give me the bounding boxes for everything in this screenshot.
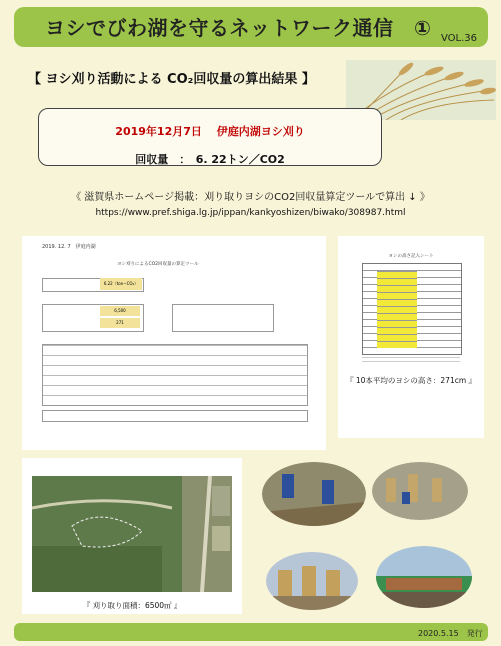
satellite-map — [32, 476, 232, 592]
section-heading: 【 ヨシ刈り活動による CO₂回収量の算出結果 】 — [28, 72, 315, 87]
reference-text: 《 滋賀県ホームページ掲載：刈り取りヨシのCO2回収量算定ツールで算出 ↓ 》 — [71, 192, 430, 203]
height-caption: 『 10本平均のヨシの高さ：271cm 』 — [345, 376, 477, 385]
co2-amount: 回収量 ： 6. 22トン／CO2 — [135, 153, 285, 166]
photo-group — [376, 546, 472, 608]
volume-number: VOL.36 — [441, 33, 478, 44]
event-date: 2019年12月7日 伊庭内湖ヨシ刈り — [115, 125, 305, 138]
photo-reed-stack — [266, 552, 358, 610]
tool-sheet-title: ヨシ刈りによるCO2回収量の算定ツール — [117, 262, 199, 267]
issue-date: 2020.5.15 発行 — [418, 629, 483, 638]
newsletter-title: ヨシでびわ湖を守るネットワーク通信 ① — [45, 16, 432, 40]
map-panel — [22, 458, 242, 614]
height-table — [362, 263, 462, 355]
height-value-cell: 271 — [100, 318, 140, 328]
height-sheet-title: ヨシの高さ記入シート — [388, 254, 434, 259]
area-value-cell: 6,500 — [100, 306, 140, 316]
co2-tool-sheet — [22, 236, 326, 450]
reference-url[interactable]: https://www.pref.shiga.lg.jp/ippan/kankyoshizen/biwako/308987.html — [95, 208, 406, 218]
photo-reed-cutting-1 — [262, 462, 366, 526]
tool-sheet-table — [42, 344, 308, 406]
result-box — [38, 108, 382, 166]
height-record-sheet — [338, 236, 484, 438]
footer-bar — [14, 623, 488, 641]
photo-reed-bundles — [372, 462, 468, 520]
map-caption: 『 刈り取り面積：6500㎡ 』 — [82, 601, 182, 610]
tool-sheet-date: 2019. 12. 7 伊庭内湖 — [42, 244, 96, 250]
co2-value-cell: 6.22（ton−CO₂） — [100, 278, 142, 290]
